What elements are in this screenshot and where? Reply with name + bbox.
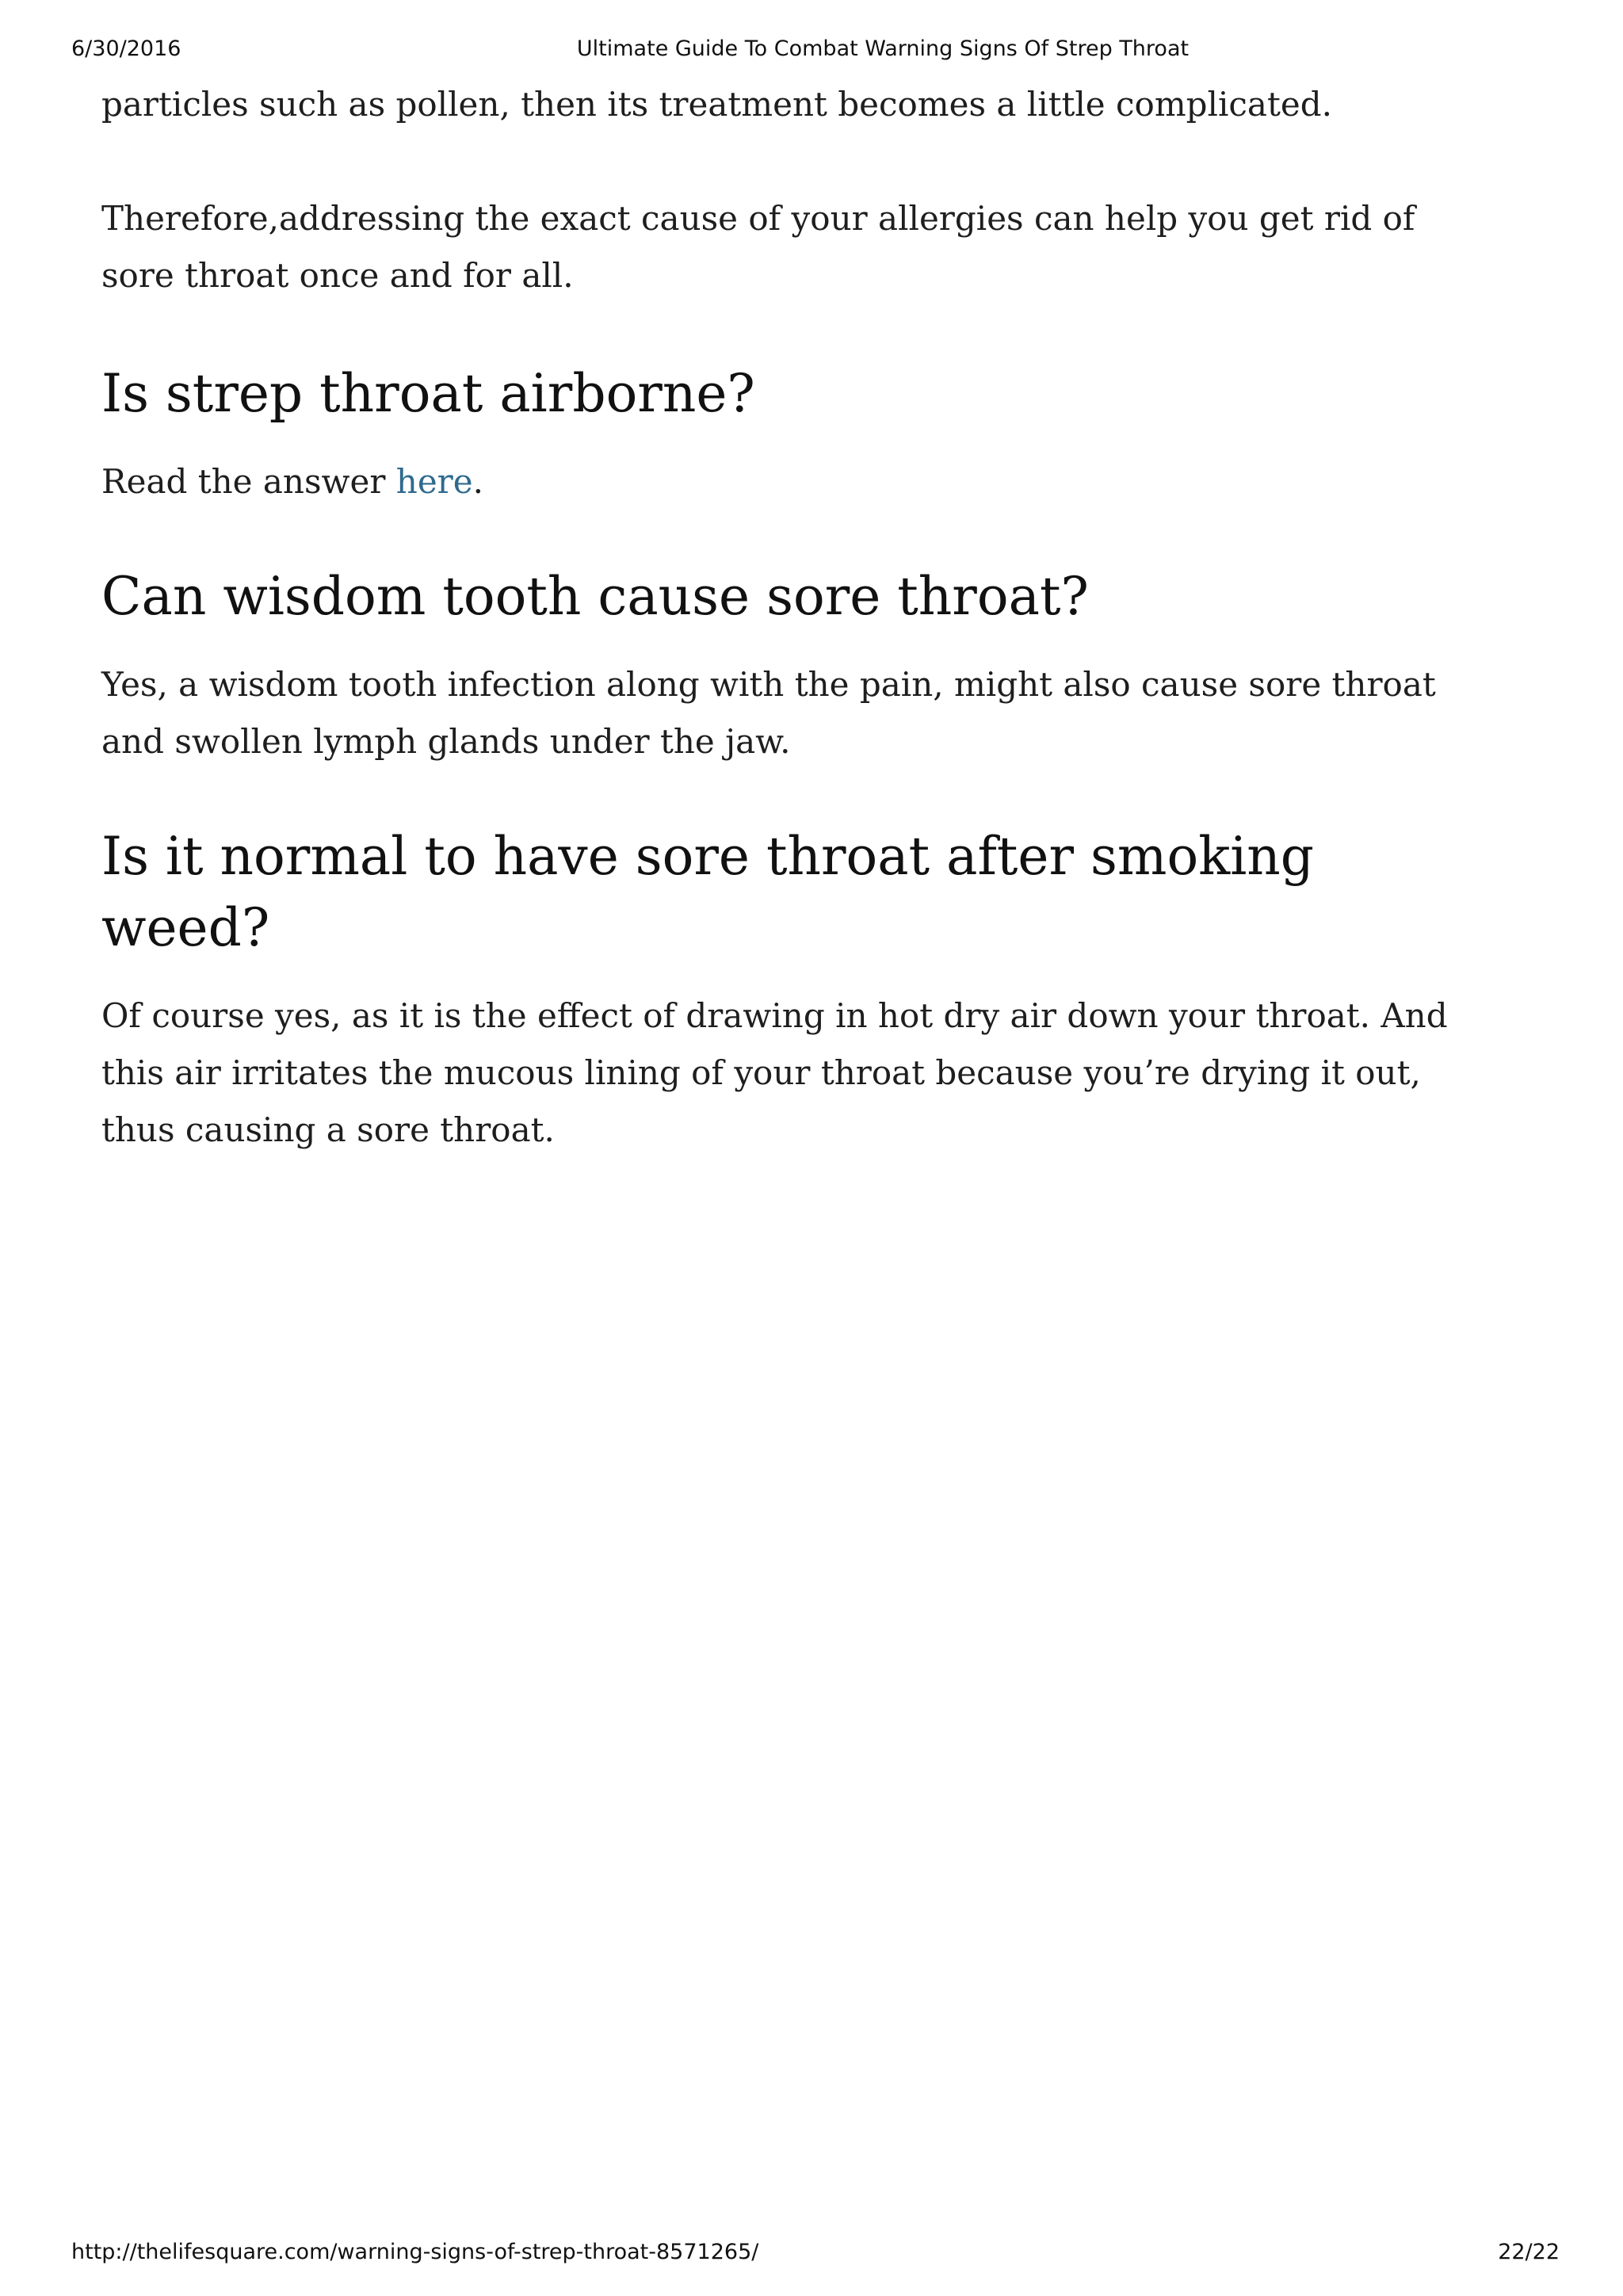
article-paragraph-allergies: Therefore,addressing the exact cause of your allergies can help you get rid of sore throat once and for all. (101, 199, 1415, 295)
article-paragraph-read-answer (101, 453, 1496, 510)
heading-smoking-weed: Is it normal to have sore throat after smoking weed? (101, 826, 1315, 958)
page-number: 22/22 (1498, 2240, 1560, 2264)
print-date: 6/30/2016 (71, 36, 181, 61)
read-answer-text: Read the answer (101, 462, 396, 501)
print-footer (0, 2240, 1623, 2271)
article-paragraph-pollen: particles such as pollen, then its treatment becomes a little complicated. (101, 85, 1332, 124)
article-paragraph-wisdom-tooth: Yes, a wisdom tooth infection along with the pain, might also cause sore throat and swollen lymph glands under the jaw. (101, 665, 1436, 761)
article-paragraph-smoking-weed: Of course yes, as it is the effect of drawing in hot dry air down your throat. And this air irritates the mucous lining of your throat because you’re drying it out, thus causing a sore throat. (101, 996, 1448, 1149)
print-header (0, 36, 1623, 68)
print-url: http://thelifesquare.com/warning-signs-of-strep-throat-8571265/ (71, 2240, 759, 2264)
print-page-title: Ultimate Guide To Combat Warning Signs Of Strep Throat (576, 36, 1190, 61)
heading-strep-airborne: Is strep throat airborne? (101, 363, 755, 424)
read-answer-period: . (472, 462, 483, 501)
heading-wisdom-tooth: Can wisdom tooth cause sore throat? (101, 566, 1089, 627)
here-link[interactable]: here (395, 462, 473, 501)
article-body (101, 76, 1496, 1159)
